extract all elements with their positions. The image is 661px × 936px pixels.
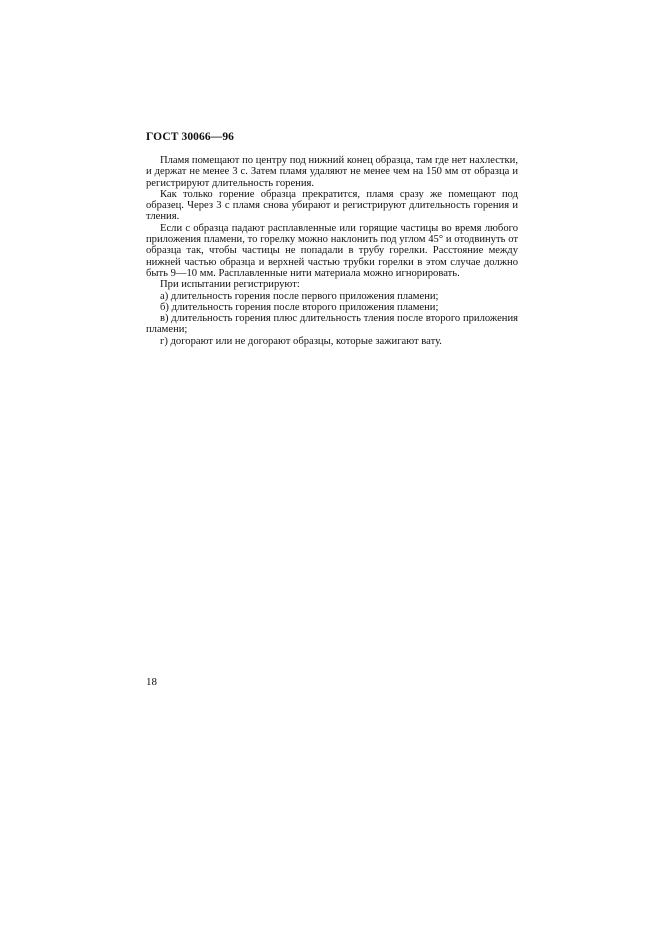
paragraph: При испытании регистрируют: [160, 279, 300, 291]
list-item: г) догорают или не догорают образцы, которые зажигают вату. [160, 335, 442, 347]
page-number: 18 [146, 676, 157, 688]
paragraph: Если с образца падают расплавленные или горящие частицы во время любого приложения пламени, то горелку можно наклонить под углом 45° и отодвинуть от образца так, чтобы частицы не попадали в трубу горелки. Расстояние между нижней частью образца и верхней частью трубки горелки в этом случае должно быть 9—10 мм. Расплавленные нити материала можно игнорировать. [146, 222, 518, 279]
document-body [146, 155, 518, 347]
list-item: в) длительность горения плюс длительность тления после второго приложения пламени; [146, 313, 518, 336]
list-item: б) длительность горения после второго приложения пламени; [160, 301, 439, 313]
standard-header: ГОСТ 30066—96 [146, 131, 235, 143]
paragraph: Пламя помещают по центру под нижний конец образца, там где нет нахлестки, и держат не менее 3 с. Затем пламя удаляют не менее чем на 150 мм от образца и регистрируют длительность горения. [146, 155, 518, 189]
paragraph: Как только горение образца прекратится, пламя сразу же помещают под образец. Через 3 с пламя снова убирают и регистрируют длительность горения и тления. [146, 188, 518, 223]
list-item: а) длительность горения после первого приложения пламени; [160, 290, 439, 302]
